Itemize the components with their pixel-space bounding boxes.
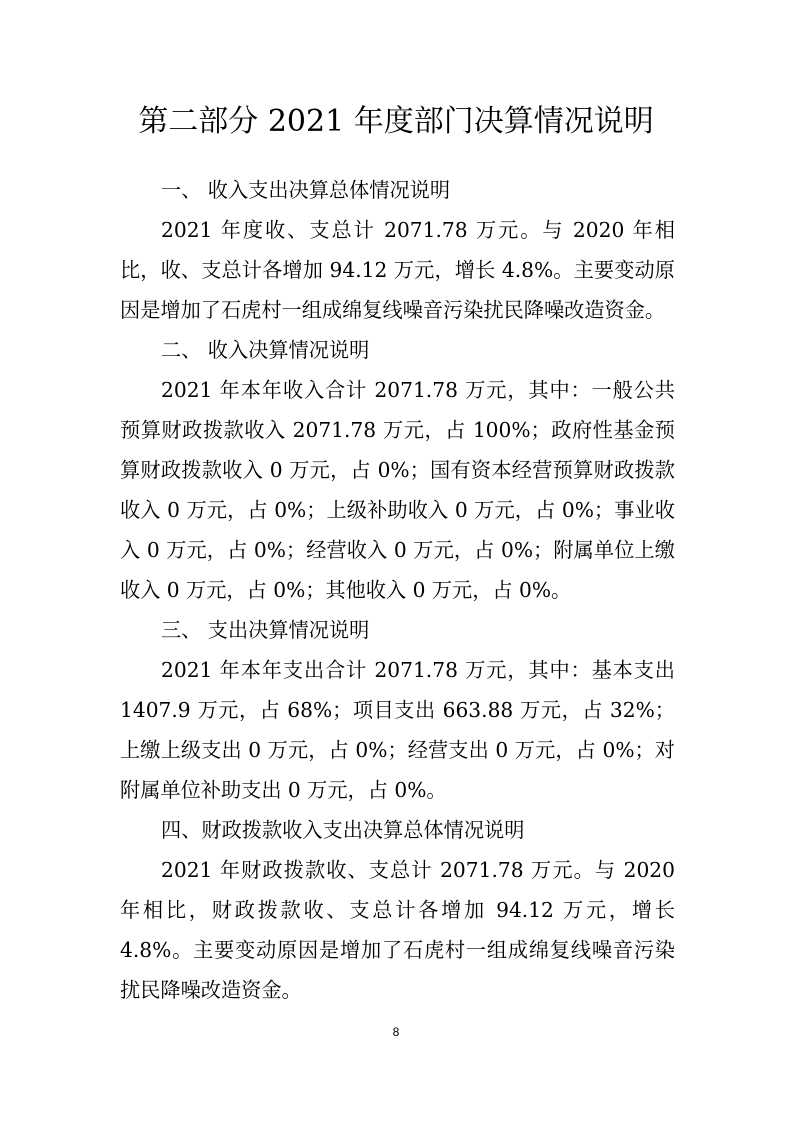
section-heading: 二、 收入决算情况说明 [161,338,370,362]
section-paragraph: 2021 年本年支出合计 2071.78 万元，其中：基本支出 1407.9 万元，占 68%；项目支出 663.88 万元，占 32%；上缴上级支出 0 万元，占 0%；经营支出 0 万元，占 0%；对附属单位补助支出 0 万元，占 0%。 [120,658,675,802]
document-body [120,170,675,1010]
section-paragraph: 2021 年度收、支总计 2071.78 万元。与 2020 年相比，收、支总计各增加 94.12 万元，增长 4.8%。主要变动原因是增加了石虎村一组成绵复线噪音污染扰民降噪改造资金。 [120,218,675,322]
section-paragraph: 2021 年财政拨款收、支总计 2071.78 万元。与 2020 年相比，财政拨款收、支总计各增加 94.12 万元，增长 4.8%。主要变动原因是增加了石虎村一组成绵复线噪音污染扰民降噪改造资金。 [120,858,675,1002]
section-fiscal-appropriation-overview [120,810,675,1010]
section-income-expenditure-overview [120,170,675,330]
section-expenditure [120,610,675,810]
section-heading: 三、 支出决算情况说明 [161,618,370,642]
page-number: 8 [392,1025,400,1039]
section-heading: 四、财政拨款收入支出决算总体情况说明 [161,818,525,842]
section-heading: 一、 收入支出决算总体情况说明 [161,178,451,202]
section-paragraph: 2021 年本年收入合计 2071.78 万元，其中：一般公共预算财政拨款收入 2071.78 万元，占 100%；政府性基金预算财政拨款收入 0 万元，占 0%；国有资本经营预算财政拨款收入 0 万元，占 0%；上级补助收入 0 万元，占 0%；事业收入 0 万元，占 0%；经营收入 0 万元，占 0%；附属单位上缴收入 0 万元，占 0%；其他收入 0 万元，占 0%。 [120,378,675,602]
section-income [120,330,675,610]
page-title: 第二部分 2021 年度部门决算情况说明 [138,104,654,139]
